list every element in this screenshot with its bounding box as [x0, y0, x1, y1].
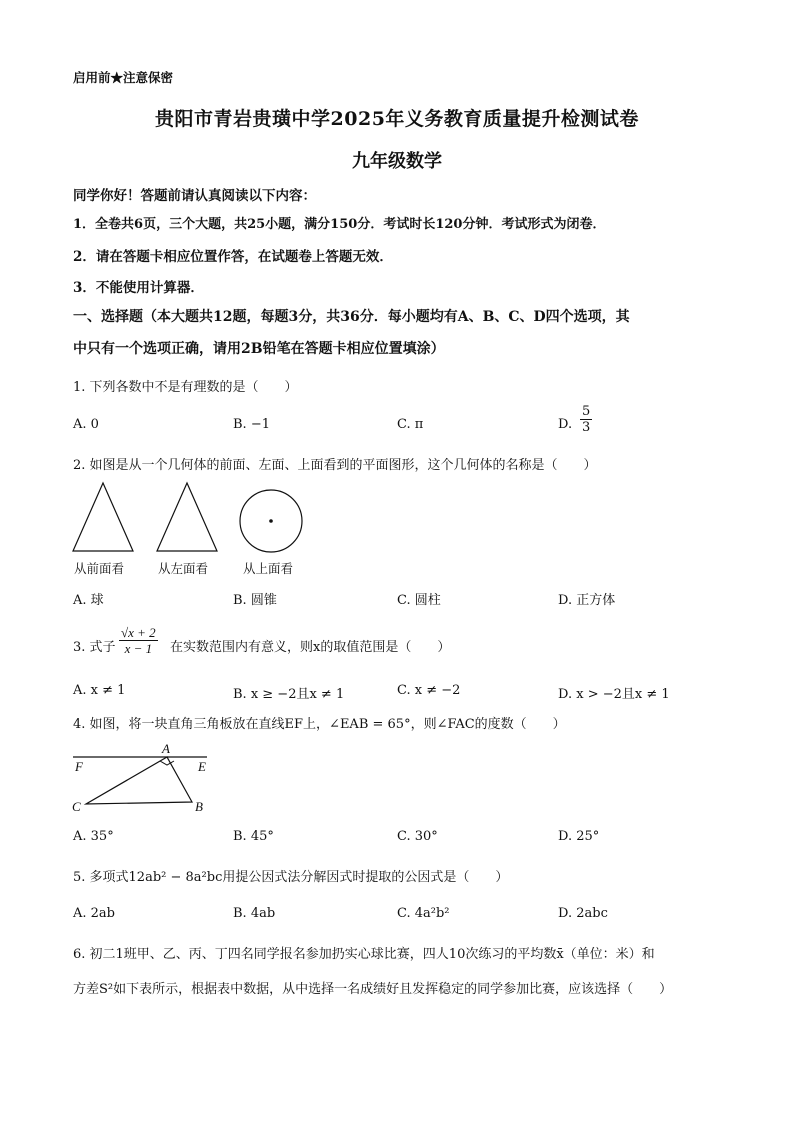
point-label-f: F: [75, 759, 83, 774]
fraction-denominator: 3: [582, 420, 591, 435]
instruction-item-1: 1．全卷共6页，三个大题，共25小题，满分150分．考试时长120分钟．考试形式为闭卷．: [73, 217, 606, 232]
question-5-option-a: A. 2ab: [73, 906, 115, 921]
question-5-option-b: B. 4ab: [233, 906, 276, 921]
right-triangle-abc: [86, 757, 192, 804]
top-view-label: 从上面看: [243, 561, 294, 576]
question-1-option-b: B. −1: [233, 417, 270, 432]
question-4-option-b: B. 45°: [233, 829, 274, 844]
question-2-option-d: D. 正方体: [558, 593, 616, 608]
question-1-option-a: A. 0: [73, 417, 99, 432]
question-1-option-c: C. π: [397, 417, 424, 432]
point-label-e: E: [198, 759, 206, 774]
question-3-option-d: D. x > −2且x ≠ 1: [558, 687, 670, 702]
question-5-option-c: C. 4a²b²: [397, 906, 450, 921]
fraction-denominator: x − 1: [124, 641, 153, 656]
question-2-option-c: C. 圆柱: [397, 593, 441, 608]
point-label-a: A: [162, 741, 170, 756]
question-2-option-b: B. 圆锥: [233, 593, 277, 608]
fraction-numerator: √x + 2: [121, 625, 156, 640]
section-1-heading-line1: 一、选择题（本大题共12题，每题3分，共36分．每小题均有A、B、C、D四个选项，其: [73, 309, 630, 325]
instructions-greeting: 同学你好！答题前请认真阅读以下内容：: [73, 188, 316, 204]
question-5-option-d: D. 2abc: [558, 906, 608, 921]
question-5-stem: 5. 多项式12ab² − 8a²bc用提公因式法分解因式时提取的公因式是（ ）: [73, 870, 509, 885]
point-label-b: B: [195, 799, 203, 814]
question-4-option-d: D. 25°: [558, 829, 600, 844]
question-2-stem: 2. 如图是从一个几何体的前面、左面、上面看到的平面图形，这个几何体的名称是（ ）: [73, 458, 597, 473]
question-3-prefix: 3. 式子: [73, 640, 116, 655]
question-3-option-c: C. x ≠ −2: [397, 683, 461, 698]
question-3-suffix: 在实数范围内有意义，则x的取值范围是（ ）: [170, 640, 451, 655]
point-label-c: C: [72, 799, 81, 814]
question-3-option-a: A. x ≠ 1: [73, 683, 126, 698]
section-1-heading-line2: 中只有一个选项正确，请用2B铅笔在答题卡相应位置填涂）: [73, 341, 445, 357]
question-3-option-b: B. x ≥ −2且x ≠ 1: [233, 687, 345, 702]
question-6-stem-line1: 6. 初二1班甲、乙、丙、丁四名同学报名参加扔实心球比赛，四人10次练习的平均数x̄（单位：米）和: [73, 947, 655, 962]
instruction-item-3: 3．不能使用计算器．: [73, 280, 204, 296]
question-1-option-d: D.: [558, 417, 573, 432]
question-6-stem-line2: 方差S²如下表所示，根据表中数据，从中选择一名成绩好且发挥稳定的同学参加比赛，应该选择（ ）: [73, 982, 673, 997]
fraction-numerator: 5: [582, 404, 591, 419]
exam-title: 贵阳市青岩贵璜中学2025年义务教育质量提升检测试卷: [155, 108, 639, 130]
question-1-stem: 1. 下列各数中不是有理数的是（ ）: [73, 380, 298, 395]
right-angle-mark: [160, 761, 174, 765]
question-4-option-c: C. 30°: [397, 829, 438, 844]
question-4-stem: 4. 如图，将一块直角三角板放在直线EF上，∠EAB = 65°，则∠FAC的度数（ ）: [73, 717, 566, 732]
front-view-label: 从前面看: [74, 561, 125, 576]
question-4-option-a: A. 35°: [73, 829, 114, 844]
exam-subject: 九年级数学: [352, 151, 442, 172]
left-view-label: 从左面看: [158, 561, 209, 576]
instruction-item-2: 2．请在答题卡相应位置作答，在试题卷上答题无效．: [73, 249, 393, 265]
question-2-option-a: A. 球: [73, 593, 104, 608]
confidential-note: 启用前★注意保密: [73, 70, 174, 85]
